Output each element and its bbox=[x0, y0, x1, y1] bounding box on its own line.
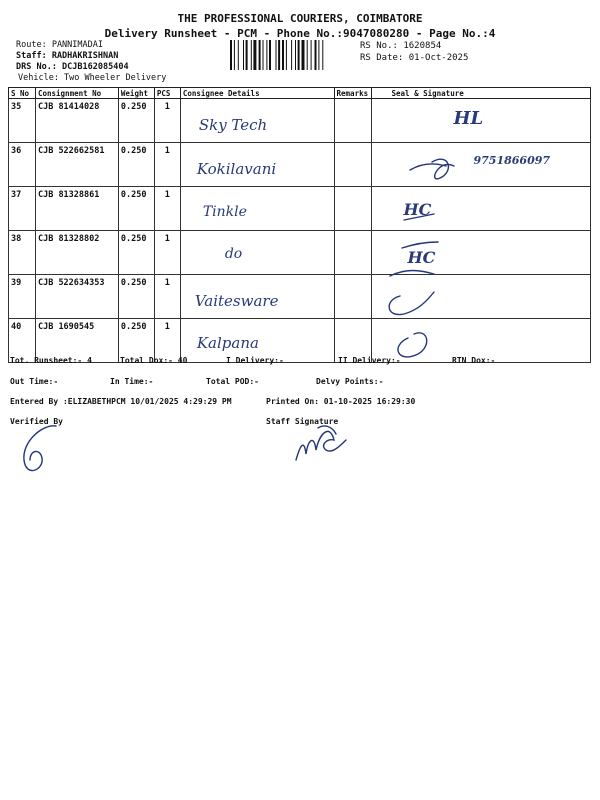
barcode-bar bbox=[318, 40, 319, 70]
barcode-bar bbox=[315, 40, 317, 70]
cell-sno: 39 bbox=[9, 275, 36, 319]
cell-weight: 0.250 bbox=[118, 143, 154, 187]
barcode-bar bbox=[246, 40, 248, 70]
col-header-consignment: Consignment No bbox=[35, 88, 118, 99]
seal-handwriting: HC bbox=[407, 248, 436, 267]
consignee-handwriting: Tinkle bbox=[202, 204, 247, 220]
barcode-bar bbox=[253, 40, 256, 70]
consignee-handwriting: Vaitesware bbox=[194, 292, 279, 310]
barcode-bar bbox=[234, 40, 235, 70]
route-label: Route: PANNIMADAI bbox=[16, 40, 103, 50]
barcode-bar bbox=[238, 40, 239, 70]
entered-by: Entered By :ELIZABETHPCM 10/01/2025 4:29:29 PM bbox=[10, 397, 232, 406]
cell-sno: 37 bbox=[9, 187, 36, 231]
cell-pcs: 1 bbox=[154, 187, 180, 231]
out-time: Out Time:- bbox=[10, 377, 59, 386]
cell-sno: 36 bbox=[9, 143, 36, 187]
barcode-bar bbox=[302, 40, 305, 70]
rs-date: RS Date: 01-Oct-2025 bbox=[360, 53, 469, 63]
cell-consignment: CJB 81328861 bbox=[35, 187, 118, 231]
cell-pcs: 1 bbox=[154, 143, 180, 187]
barcode-image bbox=[230, 40, 356, 70]
cell-consignee bbox=[180, 99, 334, 143]
col-header-weight: Weight bbox=[118, 88, 154, 99]
verified-by-label: Verified By bbox=[10, 417, 63, 426]
cell-remarks bbox=[334, 231, 371, 275]
barcode-bar bbox=[259, 40, 261, 70]
ink-stroke bbox=[398, 333, 427, 357]
barcode-bar bbox=[322, 40, 323, 70]
cell-pcs: 1 bbox=[154, 319, 180, 363]
in-time: In Time:- bbox=[110, 377, 154, 386]
cell-pcs: 1 bbox=[154, 275, 180, 319]
delvy-points: Delvy Points:- bbox=[316, 377, 384, 386]
rtn-dox: RTN Dox:- bbox=[452, 356, 496, 365]
barcode-bar bbox=[263, 40, 264, 70]
cell-weight: 0.250 bbox=[118, 275, 154, 319]
seal-handwriting: 9751866097 bbox=[473, 154, 551, 167]
barcode-bar bbox=[282, 40, 284, 70]
staff-signature bbox=[290, 420, 360, 470]
seal-handwriting: HL bbox=[453, 108, 484, 129]
staff-label: Staff: RADHAKRISHNAN bbox=[16, 51, 119, 61]
barcode-bar bbox=[291, 40, 292, 70]
cell-remarks bbox=[334, 99, 371, 143]
cell-sno: 35 bbox=[9, 99, 36, 143]
cell-pcs: 1 bbox=[154, 231, 180, 275]
barcode-bar bbox=[266, 40, 267, 70]
verified-signature bbox=[12, 420, 72, 480]
ink-stroke bbox=[432, 159, 454, 179]
cell-weight: 0.250 bbox=[118, 231, 154, 275]
barcode-bar bbox=[286, 40, 287, 70]
barcode-bar bbox=[230, 40, 232, 70]
rs-number: RS No.: 1620854 bbox=[360, 41, 442, 51]
cell-seal bbox=[371, 99, 591, 143]
total-pod: Total POD:- bbox=[206, 377, 259, 386]
cell-sno: 38 bbox=[9, 231, 36, 275]
ink-stroke bbox=[389, 292, 434, 315]
tot-runsheet: Tot. Runsheet:- 4 bbox=[10, 356, 92, 365]
cell-consignee bbox=[180, 187, 334, 231]
barcode-bar bbox=[243, 40, 244, 70]
cell-weight: 0.250 bbox=[118, 99, 154, 143]
runsheet-subtitle: Delivery Runsheet - PCM - Phone No.:9047080280 - Page No.:4 bbox=[104, 27, 496, 40]
col-header-remarks: Remarks bbox=[334, 88, 371, 99]
seal-scribbles bbox=[380, 140, 580, 360]
cell-consignee bbox=[180, 143, 334, 187]
cell-weight: 0.250 bbox=[118, 319, 154, 363]
barcode-bar bbox=[295, 40, 296, 70]
cell-consignee bbox=[180, 275, 334, 319]
staff-signature-label: Staff Signature bbox=[266, 417, 339, 426]
table-row bbox=[9, 99, 591, 143]
printed-on: Printed On: 01-10-2025 16:29:30 bbox=[266, 397, 416, 406]
ii-delivery: II Delivery:- bbox=[338, 356, 401, 365]
col-header-sno: S No bbox=[9, 88, 36, 99]
vehicle-label: Vehicle: Two Wheeler Delivery bbox=[18, 73, 167, 83]
col-header-seal: Seal & Signature bbox=[371, 88, 591, 99]
cell-remarks bbox=[334, 143, 371, 187]
ink-stroke bbox=[390, 271, 434, 277]
cell-weight: 0.250 bbox=[118, 187, 154, 231]
consignee-handwriting: Kokilavani bbox=[196, 160, 277, 178]
cell-pcs: 1 bbox=[154, 99, 180, 143]
drs-number: DRS No.: DCJB162085404 bbox=[16, 62, 129, 72]
ink-stroke bbox=[402, 242, 438, 248]
col-header-pcs: PCS bbox=[154, 88, 180, 99]
barcode-bar bbox=[251, 40, 252, 70]
total-dox: Total Dox:- 40 bbox=[120, 356, 188, 365]
barcode-bar bbox=[298, 40, 300, 70]
cell-remarks bbox=[334, 187, 371, 231]
cell-consignment: CJB 522634353 bbox=[35, 275, 118, 319]
table-header-row bbox=[9, 88, 591, 99]
cell-sno: 40 bbox=[9, 319, 36, 363]
ink-stroke bbox=[404, 214, 434, 220]
consignee-handwriting: Kalpana bbox=[196, 334, 259, 352]
cell-consignee bbox=[180, 231, 334, 275]
barcode-bar bbox=[307, 40, 308, 70]
barcode-bar bbox=[276, 40, 277, 70]
consignee-handwriting: do bbox=[224, 246, 243, 262]
cell-consignment: CJB 522662581 bbox=[35, 143, 118, 187]
cell-consignment: CJB 1690545 bbox=[35, 319, 118, 363]
col-header-consignee: Consignee Details bbox=[180, 88, 334, 99]
company-title: THE PROFESSIONAL COURIERS, COIMBATORE bbox=[177, 12, 423, 25]
seal-handwriting: HC bbox=[403, 200, 432, 219]
i-delivery: I Delivery:- bbox=[226, 356, 284, 365]
barcode-bar bbox=[278, 40, 280, 70]
cell-remarks bbox=[334, 275, 371, 319]
cell-consignment: CJB 81414028 bbox=[35, 99, 118, 143]
consignee-handwriting: Sky Tech bbox=[198, 116, 268, 134]
barcode-bar bbox=[311, 40, 312, 70]
cell-consignment: CJB 81328802 bbox=[35, 231, 118, 275]
barcode-bar bbox=[269, 40, 271, 70]
